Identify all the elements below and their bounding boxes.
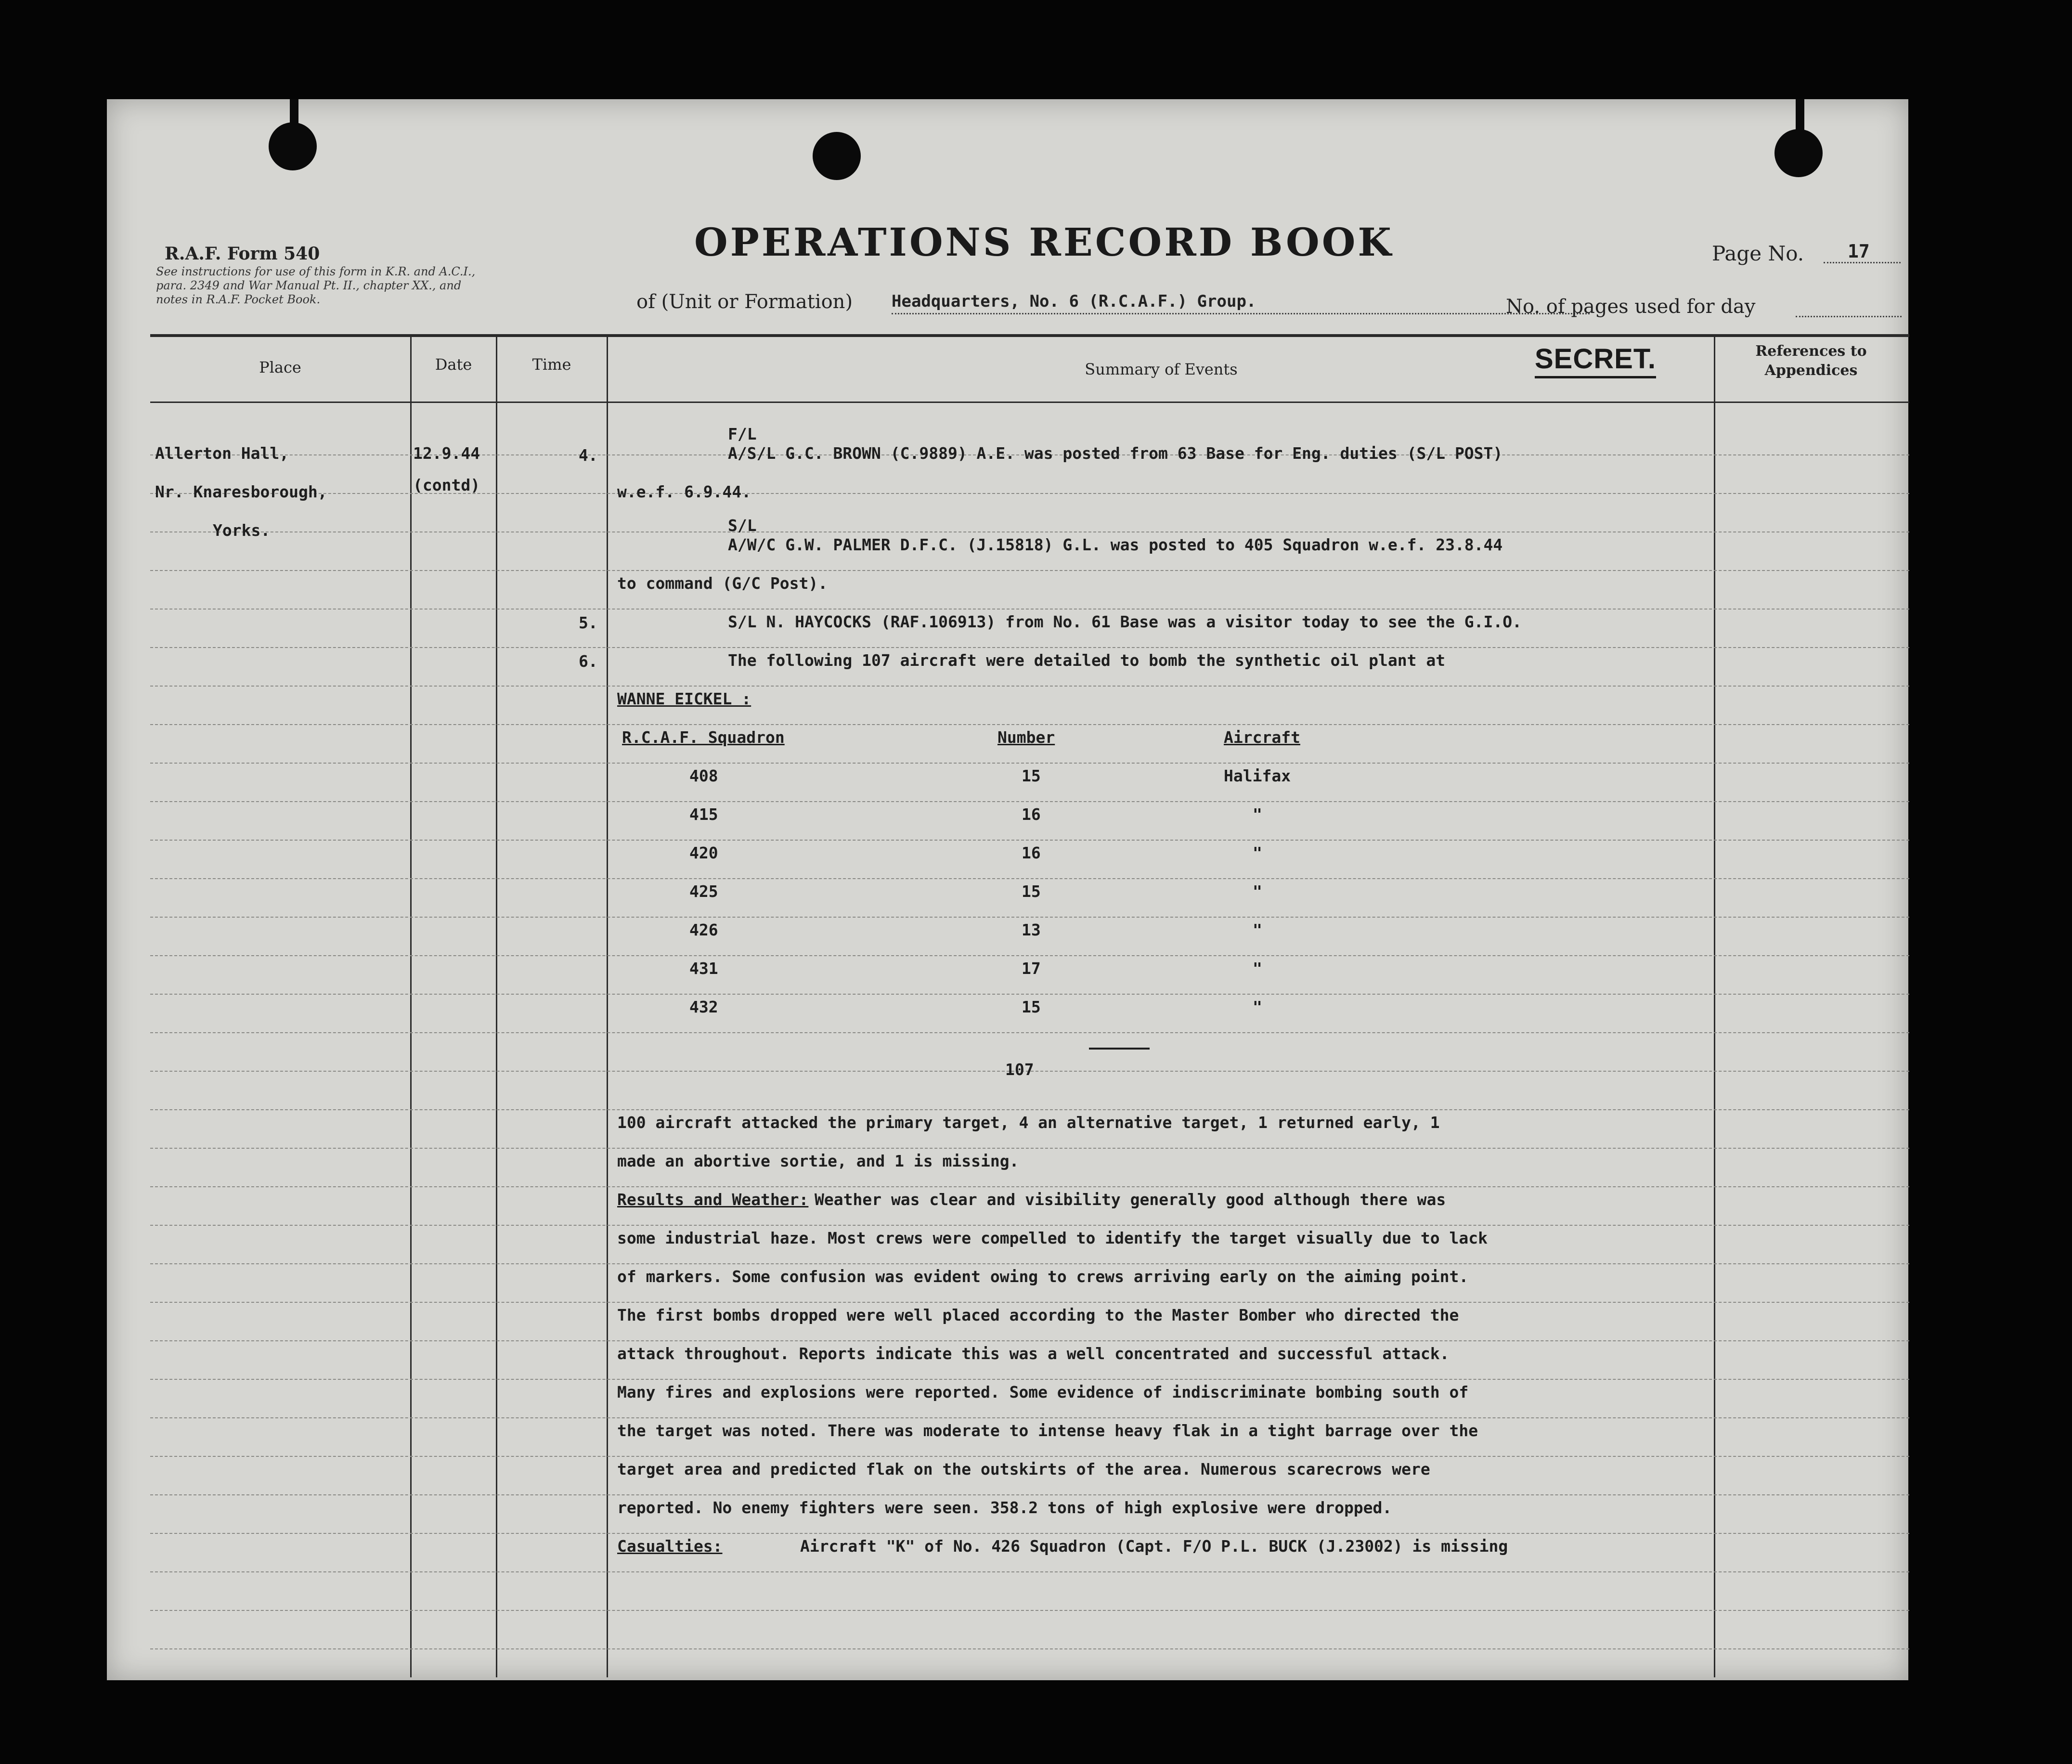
binder-tab bbox=[290, 99, 298, 128]
ruled-line bbox=[150, 1379, 1909, 1380]
place-line: Yorks. bbox=[213, 521, 271, 540]
header-time: Time bbox=[532, 355, 571, 374]
table-cell: " bbox=[1253, 805, 1262, 824]
ruled-line bbox=[150, 955, 1909, 956]
form-instructions: See instructions for use of this form in K.R. and A.C.I., para. 2349 and War Manual Pt. II., chapter XX., and notes in R.A.F. Pocket Book. bbox=[156, 265, 476, 306]
ruled-line bbox=[150, 994, 1909, 995]
entry-text: to command (G/C Post). bbox=[617, 574, 828, 593]
ruled-line bbox=[150, 1494, 1909, 1495]
column-divider bbox=[607, 334, 608, 1677]
ruled-line bbox=[150, 1610, 1909, 1611]
ruled-line bbox=[150, 1032, 1909, 1033]
casualties-text: Aircraft "K" of No. 426 Squadron (Capt. F/O P.L. BUCK (J.23002) is missing bbox=[800, 1537, 1508, 1556]
entry-text: The following 107 aircraft were detailed to bomb the synthetic oil plant at bbox=[728, 651, 1446, 670]
table-cell: " bbox=[1253, 998, 1262, 1016]
table-total: 107 bbox=[1005, 1060, 1034, 1079]
entry-rank: F/L bbox=[728, 425, 757, 443]
ruled-line bbox=[150, 609, 1909, 610]
time-entry: 5. bbox=[579, 613, 598, 632]
column-divider bbox=[410, 334, 412, 1677]
unit-label: of (Unit or Formation) bbox=[636, 291, 853, 313]
table-cell: 431 bbox=[689, 959, 718, 978]
results-text: Many fires and explosions were reported. Some evidence of indiscriminate bombing south of bbox=[617, 1383, 1469, 1401]
table-cell: 15 bbox=[1022, 998, 1041, 1016]
outcome-text: made an abortive sortie, and 1 is missing. bbox=[617, 1152, 1019, 1170]
record-sheet bbox=[107, 99, 1908, 1680]
ruled-line bbox=[150, 801, 1909, 802]
time-entry: 6. bbox=[579, 652, 598, 671]
pages-used-label: No. of pages used for day bbox=[1506, 296, 1756, 318]
header-references: References to Appendices bbox=[1755, 343, 1867, 379]
table-cell: 15 bbox=[1022, 766, 1041, 785]
entry-rank: S/L bbox=[728, 516, 757, 535]
results-text: reported. No enemy fighters were seen. 358.2 tons of high explosive were dropped. bbox=[617, 1498, 1392, 1517]
dotted-line bbox=[1824, 262, 1901, 263]
table-cell: 415 bbox=[689, 805, 718, 824]
column-divider bbox=[496, 334, 497, 1677]
target-name: WANNE EICKEL : bbox=[617, 689, 751, 708]
casualties-label: Casualties: bbox=[617, 1537, 723, 1556]
header-place: Place bbox=[259, 358, 301, 376]
outcome-text: 100 aircraft attacked the primary target, 4 an alternative target, 1 returned early, 1 bbox=[617, 1113, 1440, 1132]
ruled-line bbox=[150, 878, 1909, 879]
table-top-rule bbox=[150, 334, 1909, 337]
table-cell: 432 bbox=[689, 998, 718, 1016]
entry-text: A/W/C G.W. PALMER D.F.C. (J.15818) G.L. was posted to 405 Squadron w.e.f. 23.8.44 bbox=[728, 535, 1503, 554]
table-cell: 17 bbox=[1022, 959, 1041, 978]
ruled-line bbox=[150, 840, 1909, 841]
table-cell: 420 bbox=[689, 843, 718, 862]
table-cell: 408 bbox=[689, 766, 718, 785]
ruled-line bbox=[150, 1417, 1909, 1418]
entry-text: S/L N. HAYCOCKS (RAF.106913) from No. 61 Base was a visitor today to see the G.I.O. bbox=[728, 612, 1522, 631]
table-header: Aircraft bbox=[1224, 728, 1300, 747]
place-line: Allerton Hall, bbox=[155, 444, 289, 463]
column-divider bbox=[1714, 334, 1715, 1677]
ruled-line bbox=[150, 1648, 1909, 1649]
table-cell: " bbox=[1253, 882, 1262, 901]
unit-value: Headquarters, No. 6 (R.C.A.F.) Group. bbox=[892, 292, 1256, 311]
ruled-line bbox=[150, 763, 1909, 764]
ruled-line bbox=[150, 1571, 1909, 1572]
form-number: R.A.F. Form 540 bbox=[165, 244, 320, 264]
page-number: 17 bbox=[1848, 241, 1870, 262]
header-summary: Summary of Events bbox=[1085, 360, 1238, 378]
ruled-line bbox=[150, 1186, 1909, 1187]
ruled-line bbox=[150, 1456, 1909, 1457]
secret-stamp: SECRET. bbox=[1535, 343, 1656, 378]
results-text: Weather was clear and visibility generally good although there was bbox=[815, 1190, 1446, 1209]
total-rule bbox=[1089, 1048, 1150, 1050]
place-line: Nr. Knaresborough, bbox=[155, 482, 327, 501]
ruled-line bbox=[150, 1148, 1909, 1149]
table-header: Number bbox=[997, 728, 1055, 747]
page-number-label: Page No. bbox=[1712, 242, 1804, 265]
ruled-line bbox=[150, 1533, 1909, 1534]
table-cell: 425 bbox=[689, 882, 718, 901]
ruled-line bbox=[150, 570, 1909, 571]
ruled-line bbox=[150, 1225, 1909, 1226]
table-cell: Halifax bbox=[1224, 766, 1291, 785]
results-text: attack throughout. Reports indicate this was a well concentrated and successful attack. bbox=[617, 1344, 1450, 1363]
results-label: Results and Weather: bbox=[617, 1190, 809, 1209]
punch-hole bbox=[269, 122, 317, 170]
ruled-line bbox=[150, 686, 1909, 687]
ruled-line bbox=[150, 1263, 1909, 1264]
page-title: OPERATIONS RECORD BOOK bbox=[694, 220, 1394, 265]
results-text: target area and predicted flak on the outskirts of the area. Numerous scarecrows were bbox=[617, 1460, 1430, 1479]
results-text: of markers. Some confusion was evident owing to crews arriving early on the aiming point. bbox=[617, 1267, 1469, 1286]
date-continued: (contd) bbox=[413, 476, 480, 494]
ruled-line bbox=[150, 917, 1909, 918]
table-cell: 13 bbox=[1022, 921, 1041, 939]
ruled-line bbox=[150, 724, 1909, 725]
binder-tab bbox=[1796, 99, 1804, 138]
dotted-line bbox=[892, 313, 1590, 314]
dotted-line bbox=[1796, 316, 1902, 317]
results-text: some industrial haze. Most crews were compelled to identify the target visually due to lack bbox=[617, 1229, 1488, 1247]
table-cell: 426 bbox=[689, 921, 718, 939]
ruled-line bbox=[150, 1340, 1909, 1341]
table-cell: " bbox=[1253, 959, 1262, 978]
ruled-line bbox=[150, 1109, 1909, 1110]
header-rule bbox=[150, 402, 1909, 403]
table-cell: " bbox=[1253, 843, 1262, 862]
table-cell: 15 bbox=[1022, 882, 1041, 901]
entry-text: A/S/L G.C. BROWN (C.9889) A.E. was posted from 63 Base for Eng. duties (S/L POST) bbox=[728, 444, 1503, 463]
date-value: 12.9.44 bbox=[413, 444, 480, 463]
header-date: Date bbox=[435, 355, 472, 374]
punch-hole bbox=[813, 132, 861, 180]
table-cell: 16 bbox=[1022, 843, 1041, 862]
results-text: the target was noted. There was moderate to intense heavy flak in a tight barrage over the bbox=[617, 1421, 1478, 1440]
results-text: The first bombs dropped were well placed according to the Master Bomber who directed the bbox=[617, 1306, 1459, 1324]
ruled-line bbox=[150, 1302, 1909, 1303]
table-cell: 16 bbox=[1022, 805, 1041, 824]
time-entry: 4. bbox=[579, 446, 598, 465]
table-cell: " bbox=[1253, 921, 1262, 939]
table-header: R.C.A.F. Squadron bbox=[622, 728, 785, 747]
ruled-line bbox=[150, 647, 1909, 648]
entry-text: w.e.f. 6.9.44. bbox=[617, 482, 751, 501]
